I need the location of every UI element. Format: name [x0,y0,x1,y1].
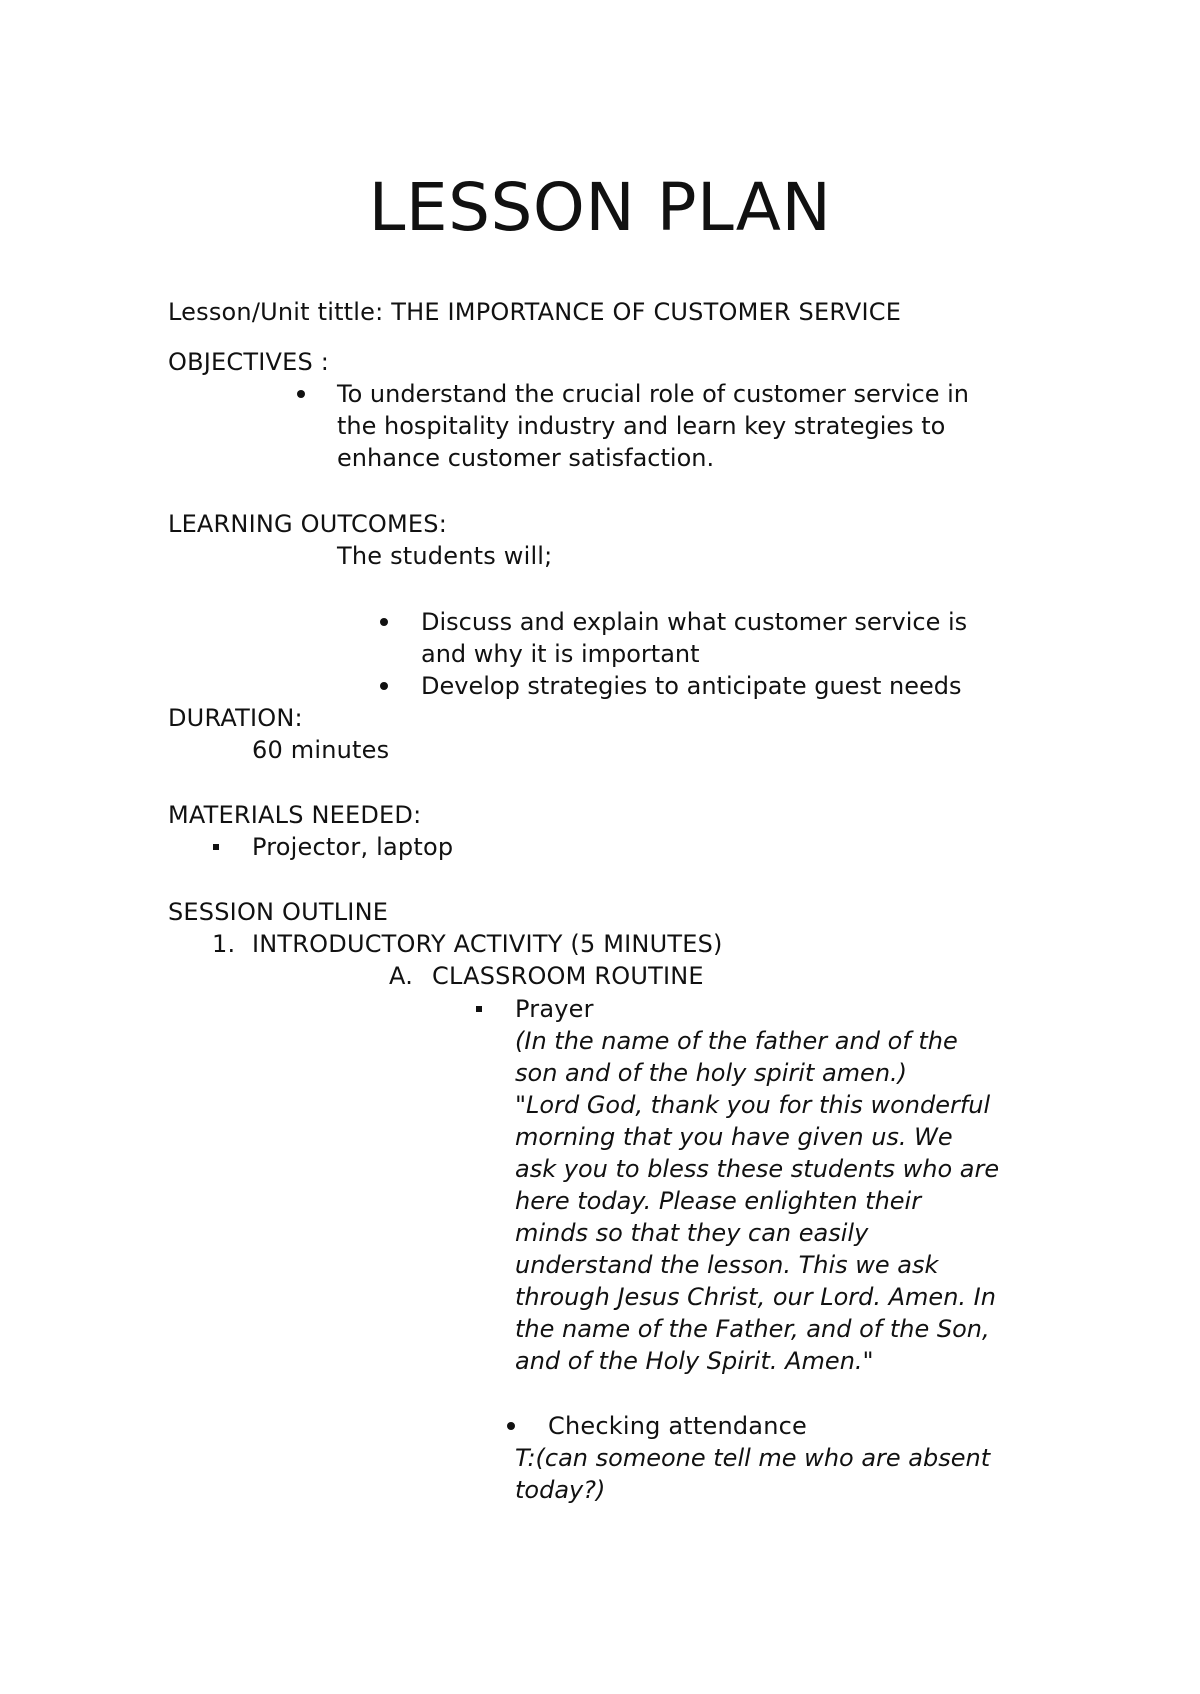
prayer-bullet-icon [476,1006,482,1012]
substep-label: CLASSROOM ROUTINE [432,962,704,990]
prayer-line: and of the Holy Spirit. Amen." [515,1347,874,1375]
outcome-line: Develop strategies to anticipate guest needs [421,672,962,700]
material-bullet-icon [213,844,219,850]
objectives-heading: OBJECTIVES : [168,348,330,376]
learning-outcomes-intro: The students will; [337,542,553,570]
prayer-line: the name of the Father, and of the Son, [515,1315,990,1343]
objective-line: the hospitality industry and learn key strategies to [337,412,946,440]
outcome-item [421,670,961,702]
objective-line: enhance customer satisfaction. [337,444,715,472]
unit-title-label: Lesson/Unit tittle: [168,298,392,326]
prayer-line: son and of the holy spirit amen.) [515,1059,908,1087]
outcome-item [421,606,967,670]
attendance-text [515,1442,990,1506]
session-outline-heading: SESSION OUTLINE [168,898,389,926]
prayer-line: minds so that they can easily [515,1219,869,1247]
objective-item [337,378,969,474]
duration-heading: DURATION: [168,704,303,732]
prayer-label: Prayer [515,995,594,1023]
prayer-line: "Lord God, thank you for this wonderful [515,1091,991,1119]
prayer-line: through Jesus Christ, our Lord. Amen. In [515,1283,996,1311]
objective-bullet-icon [297,390,305,398]
material-item: Projector, laptop [252,833,454,861]
step-label: INTRODUCTORY ACTIVITY (5 MINUTES) [252,930,723,958]
prayer-line: ask you to bless these students who are [515,1155,1000,1183]
outcome-line: and why it is important [421,640,700,668]
prayer-line: here today. Please enlighten their [515,1187,922,1215]
duration-value: 60 minutes [252,736,390,764]
step-number: 1. [212,930,236,958]
attendance-line: today?) [515,1476,606,1504]
prayer-text [515,1025,999,1377]
outcome-line: Discuss and explain what customer service is [421,608,968,636]
prayer-line: (In the name of the father and of the [515,1027,958,1055]
prayer-line: understand the lesson. This we ask [515,1251,939,1279]
unit-title-line [168,296,901,328]
prayer-line: morning that you have given us. We [515,1123,953,1151]
attendance-label: Checking attendance [548,1412,807,1440]
substep-letter: A. [389,962,414,990]
attendance-bullet-icon [507,1422,515,1430]
outcome-bullet-icon [380,618,388,626]
outcome-bullet-icon [380,682,388,690]
unit-title-value: THE IMPORTANCE OF CUSTOMER SERVICE [391,298,902,326]
page-title: LESSON PLAN [368,169,832,246]
objective-line: To understand the crucial role of customer service in [337,380,970,408]
learning-outcomes-heading: LEARNING OUTCOMES: [168,510,447,538]
attendance-line: T:(can someone tell me who are absent [515,1444,991,1472]
materials-heading: MATERIALS NEEDED: [168,801,422,829]
